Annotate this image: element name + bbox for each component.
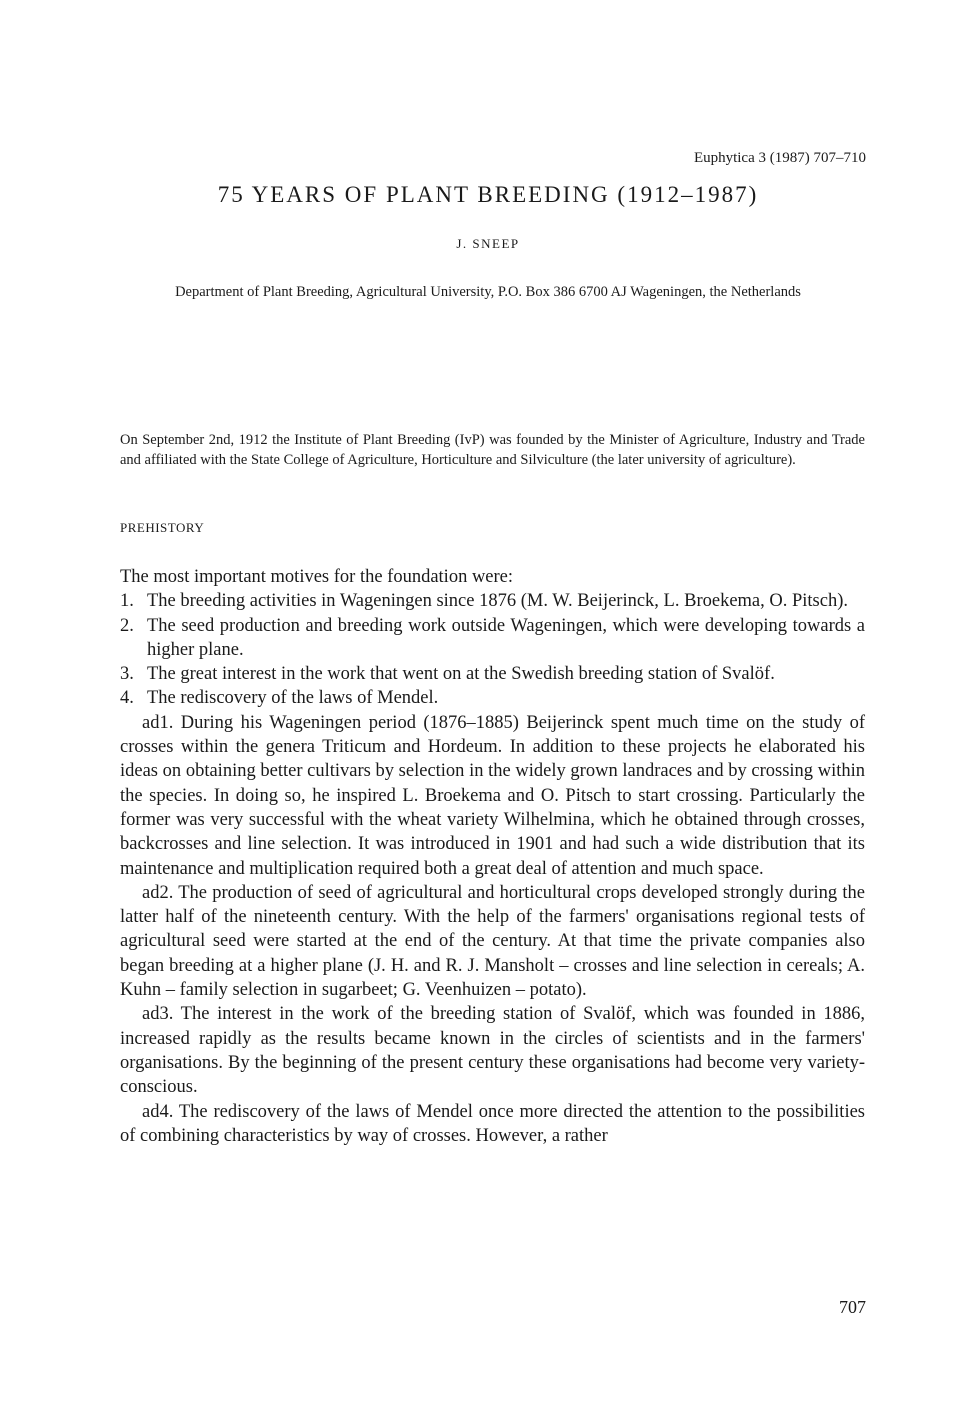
list-text: The seed production and breeding work outside Wageningen, which were developing towards a higher plane. bbox=[147, 615, 865, 660]
list-number: 1. bbox=[120, 591, 134, 612]
journal-reference: Euphytica 3 (1987) 707–710 bbox=[693, 150, 866, 166]
list-item bbox=[120, 614, 865, 663]
list-item bbox=[120, 686, 865, 710]
list-item bbox=[120, 589, 865, 613]
paragraph-ad1: ad1. During his Wageningen period (1876–1885) Beijerinck spent much time on the study of crosses within the genera Triticum and Hordeum. In addition to these projects he elaborated his ideas on obtaining better cultivars by selection in the widely grown landraces and by crossing within the species. In doing so, he inspired L. Broekema and O. Pitsch to start crossing. Particularly the former was very successful with the wheat variety Wilhelmina, which he obtained through crosses, backcrosses and line selection. It was introduced in 1901 and had such a wide distribution that its maintenance and multiplication required both a great deal of attention and much space. bbox=[120, 712, 865, 879]
list-number: 4. bbox=[120, 688, 134, 709]
author: J. SNEEP bbox=[456, 236, 520, 251]
paragraph-ad3: ad3. The interest in the work of the breeding station of Svalöf, which was founded in 1886, increased rapidly as the results became known in the circles of scientists and in the farmers' organisations. By the beginning of the present century these organisations had become very variety-conscious. bbox=[120, 1004, 865, 1098]
list-text: The breeding activities in Wageningen since 1876 (M. W. Beijerinck, L. Broekema, O. Pitsch). bbox=[147, 591, 849, 612]
paper-title: 75 YEARS OF PLANT BREEDING (1912–1987) bbox=[217, 182, 759, 207]
paragraph-ad4: ad4. The rediscovery of the laws of Mendel once more directed the attention to the possibilities of combining characteristics by way of crosses. However, a rather bbox=[120, 1101, 865, 1146]
list-number: 3. bbox=[120, 664, 134, 685]
list-item bbox=[120, 662, 865, 686]
abstract: On September 2nd, 1912 the Institute of Plant Breeding (IvP) was founded by the Minister of Agriculture, Industry and Trade and affiliated with the State College of Agriculture, Horticulture and Silviculture (the later university of agriculture). bbox=[120, 432, 865, 468]
body-text bbox=[120, 565, 865, 1148]
list-text: The great interest in the work that went on at the Swedish breeding station of Svalöf. bbox=[147, 664, 775, 685]
list-number: 2. bbox=[120, 615, 134, 636]
list-text: The rediscovery of the laws of Mendel. bbox=[147, 688, 439, 709]
affiliation: Department of Plant Breeding, Agricultural University, P.O. Box 386 6700 AJ Wageningen, the Netherlands bbox=[175, 284, 801, 300]
page-number: 707 bbox=[839, 1297, 866, 1317]
paragraph-ad2: ad2. The production of seed of agricultural and horticultural crops developed strongly during the latter half of the nineteenth century. With the help of the farmers' organisations regional tests of agricultural seed were started at the end of the century. At that time the private companies also began breeding at a higher plane (J. H. and R. J. Mansholt – crosses and line selection in cereals; A. Kuhn – family selection in sugarbeet; G. Veenhuizen – potato). bbox=[120, 882, 865, 1001]
section-heading: PREHISTORY bbox=[120, 520, 205, 535]
intro-line: The most important motives for the foundation were: bbox=[120, 567, 514, 587]
